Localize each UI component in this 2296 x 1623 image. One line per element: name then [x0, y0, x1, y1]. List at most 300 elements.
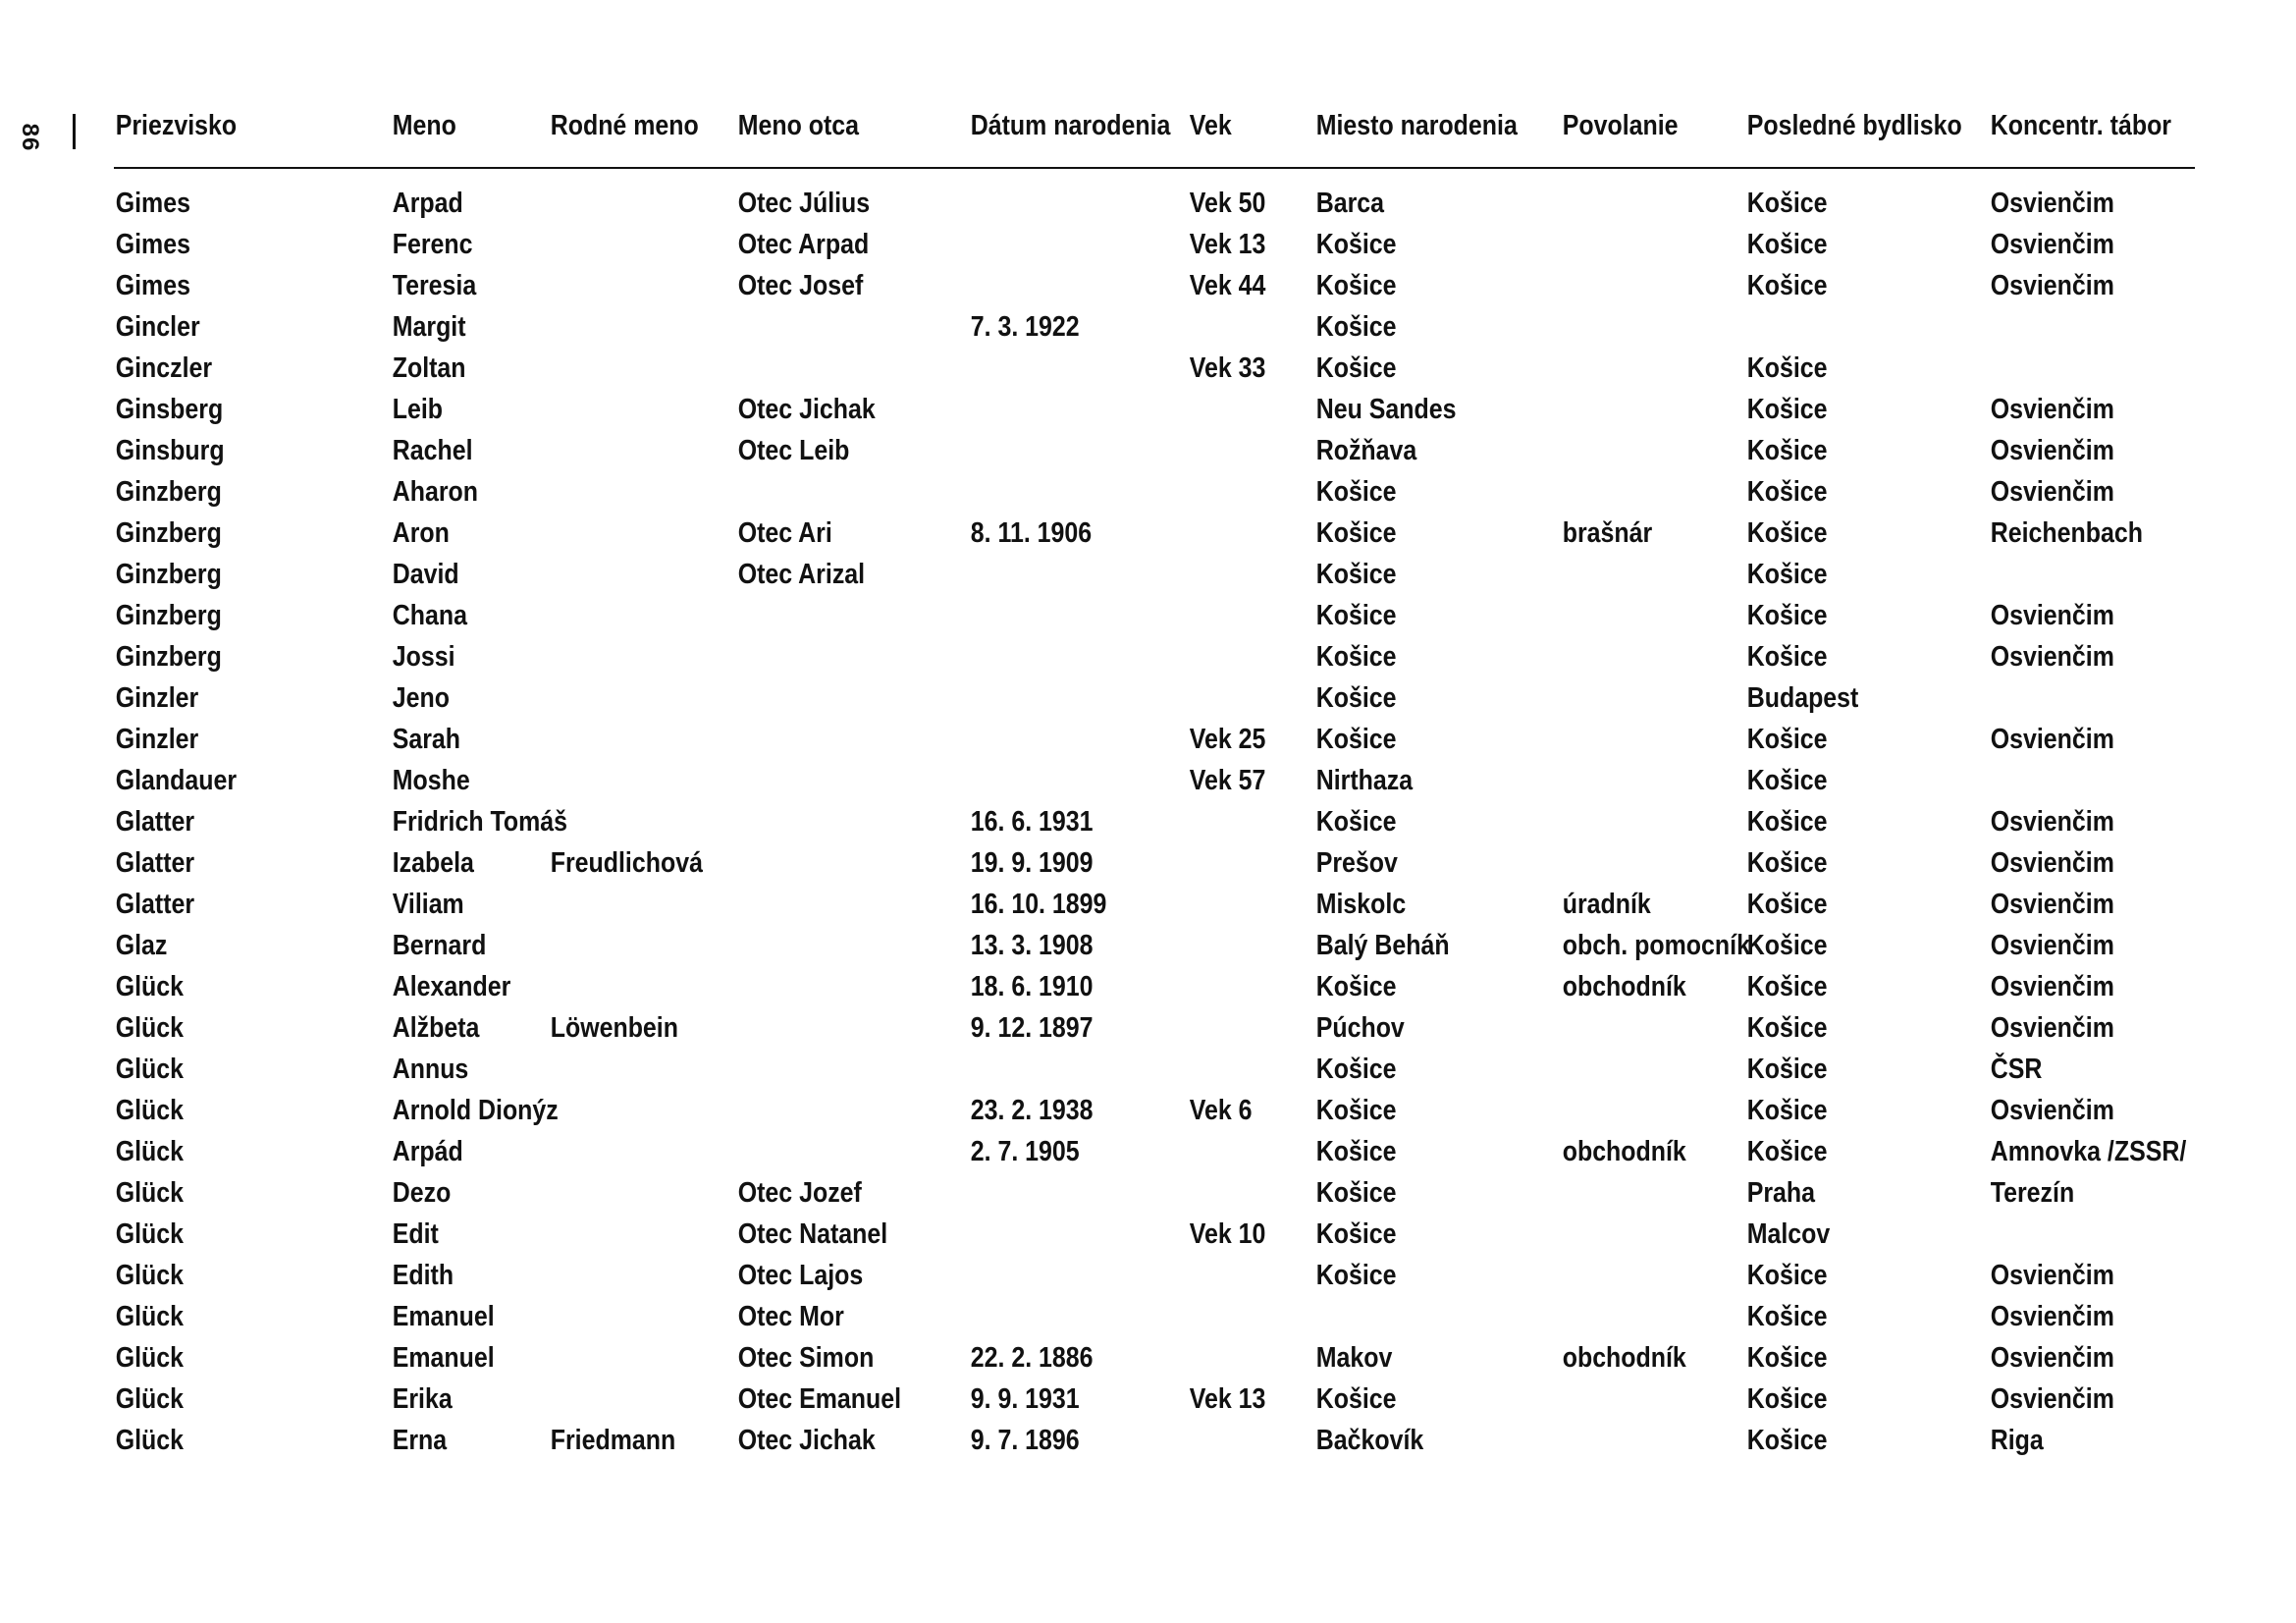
cell-age	[1188, 677, 1297, 719]
cell-camp: Osvienčim	[1990, 270, 2114, 301]
cell-birthplace: Košice	[1315, 1095, 1397, 1126]
cell-first-name: Fridrich Tomáš	[392, 806, 568, 838]
cell-surname: Glatter	[115, 889, 195, 920]
cell-maiden-name	[549, 430, 710, 471]
cell-first-name: Arpád	[392, 1136, 463, 1167]
cell-father-name: Otec Josef	[737, 270, 864, 301]
cell-maiden-name	[549, 966, 710, 1007]
cell-maiden-name	[549, 636, 710, 677]
column-header-birthplace: Miesto narodenia	[1314, 106, 1526, 168]
cell-maiden-name	[549, 168, 710, 224]
cell-birth-date	[969, 348, 1157, 389]
cell-first-name: Erna	[392, 1425, 448, 1456]
cell-last-residence: Košice	[1746, 889, 1828, 920]
cell-first-name: Alžbeta	[392, 1012, 480, 1044]
cell-camp: ČSR	[1990, 1054, 2043, 1085]
cell-birth-date: 19. 9. 1909	[970, 847, 1094, 879]
column-header-occupation: Povolanie	[1561, 106, 1720, 168]
cell-camp: Osvienčim	[1990, 600, 2114, 631]
cell-birthplace	[1314, 1296, 1526, 1337]
cell-surname: Gimes	[115, 229, 190, 260]
cell-age: Vek 6	[1189, 1095, 1253, 1126]
cell-last-residence: Košice	[1746, 641, 1828, 673]
table-row	[114, 1255, 2195, 1296]
cell-first-name: Dezo	[392, 1177, 452, 1209]
cell-maiden-name	[549, 760, 710, 801]
cell-birth-date: 22. 2. 1886	[970, 1342, 1094, 1374]
cell-maiden-name	[549, 1255, 710, 1296]
cell-occupation	[1561, 1379, 1720, 1420]
cell-last-residence: Košice	[1746, 352, 1828, 384]
cell-last-residence: Košice	[1746, 1136, 1828, 1167]
cell-camp: Osvienčim	[1990, 889, 2114, 920]
cell-birthplace: Košice	[1315, 806, 1397, 838]
cell-surname: Glück	[115, 1301, 185, 1332]
cell-father-name: Otec Ari	[737, 517, 832, 549]
cell-birthplace: Prešov	[1315, 847, 1398, 879]
cell-occupation	[1561, 389, 1720, 430]
cell-first-name: Alexander	[392, 971, 511, 1002]
cell-birthplace: Košice	[1315, 1136, 1397, 1167]
cell-first-name: Arpad	[392, 188, 463, 219]
cell-camp: Osvienčim	[1990, 1012, 2114, 1044]
table-row	[114, 595, 2195, 636]
cell-age: Vek 25	[1189, 724, 1266, 755]
cell-last-residence: Košice	[1746, 724, 1828, 755]
column-header-birth-date: Dátum narodenia	[969, 106, 1157, 168]
cell-age	[1188, 801, 1297, 842]
cell-father-name	[736, 719, 936, 760]
cell-age: Vek 10	[1189, 1218, 1266, 1250]
cell-age	[1188, 842, 1297, 884]
cell-maiden-name	[549, 884, 710, 925]
cell-occupation: brašnár	[1562, 517, 1653, 549]
cell-camp: Amnovka /ZSSR/	[1990, 1136, 2187, 1167]
cell-occupation	[1561, 1255, 1720, 1296]
cell-birthplace: Bačkovík	[1315, 1425, 1424, 1456]
cell-birthplace: Košice	[1315, 971, 1397, 1002]
cell-maiden-name	[549, 1379, 710, 1420]
cell-last-residence: Košice	[1746, 930, 1828, 961]
cell-last-residence: Košice	[1746, 394, 1828, 425]
cell-last-residence: Košice	[1746, 1301, 1828, 1332]
cell-maiden-name	[549, 1337, 710, 1379]
cell-father-name: Otec Július	[737, 188, 871, 219]
cell-maiden-name	[549, 677, 710, 719]
cell-birth-date	[969, 265, 1157, 306]
cell-surname: Glück	[115, 971, 185, 1002]
cell-birthplace: Balý Beháň	[1315, 930, 1450, 961]
cell-birthplace: Košice	[1315, 1383, 1397, 1415]
cell-age	[1188, 925, 1297, 966]
cell-surname: Glück	[115, 1012, 185, 1044]
cell-occupation	[1561, 554, 1720, 595]
cell-camp: Osvienčim	[1990, 930, 2114, 961]
cell-first-name: Aron	[392, 517, 450, 549]
cell-maiden-name	[549, 1296, 710, 1337]
cell-surname: Ginczler	[115, 352, 213, 384]
cell-first-name: Jossi	[392, 641, 455, 673]
cell-camp: Osvienčim	[1990, 188, 2114, 219]
cell-age	[1188, 513, 1297, 554]
cell-father-name	[736, 471, 936, 513]
cell-camp: Osvienčim	[1990, 1342, 2114, 1374]
cell-occupation	[1561, 1214, 1720, 1255]
cell-last-residence: Košice	[1746, 971, 1828, 1002]
cell-camp	[1989, 1214, 2166, 1255]
cell-birth-date: 16. 6. 1931	[970, 806, 1094, 838]
table-row	[114, 1049, 2195, 1090]
column-header-surname: Priezvisko	[114, 106, 352, 168]
cell-birthplace: Rožňava	[1315, 435, 1417, 466]
cell-occupation	[1561, 801, 1720, 842]
cell-occupation	[1561, 1049, 1720, 1090]
cell-last-residence: Košice	[1746, 1095, 1828, 1126]
cell-first-name: Emanuel	[392, 1342, 495, 1374]
cell-age	[1188, 554, 1297, 595]
cell-last-residence: Košice	[1746, 1012, 1828, 1044]
cell-last-residence: Košice	[1746, 1260, 1828, 1291]
cell-occupation: úradník	[1562, 889, 1651, 920]
cell-surname: Ginzberg	[115, 476, 222, 508]
cell-father-name: Otec Simon	[737, 1342, 875, 1374]
cell-first-name: Emanuel	[392, 1301, 495, 1332]
cell-birth-date: 23. 2. 1938	[970, 1095, 1094, 1126]
cell-maiden-name: Friedmann	[550, 1425, 676, 1456]
cell-camp: Osvienčim	[1990, 1260, 2114, 1291]
cell-camp	[1989, 677, 2166, 719]
cell-camp	[1989, 554, 2166, 595]
cell-birthplace: Košice	[1315, 311, 1397, 343]
cell-maiden-name	[549, 801, 710, 842]
table-row	[114, 1090, 2195, 1131]
cell-father-name	[736, 925, 936, 966]
cell-occupation	[1561, 595, 1720, 636]
cell-surname: Glück	[115, 1260, 185, 1291]
cell-occupation	[1561, 636, 1720, 677]
cell-age: Vek 13	[1189, 229, 1266, 260]
cell-birthplace: Barca	[1315, 188, 1385, 219]
cell-last-residence: Košice	[1746, 765, 1828, 796]
cell-camp: Osvienčim	[1990, 476, 2114, 508]
cell-occupation	[1561, 1090, 1720, 1131]
cell-maiden-name	[549, 595, 710, 636]
table-row	[114, 842, 2195, 884]
cell-camp: Osvienčim	[1990, 724, 2114, 755]
cell-maiden-name	[549, 265, 710, 306]
cell-occupation	[1561, 430, 1720, 471]
cell-birth-date: 8. 11. 1906	[970, 517, 1093, 549]
cell-father-name: Otec Natanel	[737, 1218, 888, 1250]
table-row	[114, 513, 2195, 554]
cell-first-name: Edit	[392, 1218, 439, 1250]
cell-occupation: obchodník	[1562, 1136, 1686, 1167]
cell-birth-date: 16. 10. 1899	[970, 889, 1107, 920]
cell-birth-date	[969, 677, 1157, 719]
cell-last-residence: Budapest	[1746, 682, 1859, 714]
cell-birth-date	[969, 760, 1157, 801]
cell-surname: Glück	[115, 1177, 185, 1209]
cell-occupation	[1561, 719, 1720, 760]
cell-maiden-name	[549, 306, 710, 348]
cell-surname: Ginzberg	[115, 600, 222, 631]
cell-birth-date: 2. 7. 1905	[970, 1136, 1080, 1167]
cell-age	[1188, 389, 1297, 430]
cell-father-name: Otec Jichak	[737, 1425, 876, 1456]
cell-father-name	[736, 595, 936, 636]
table-row	[114, 966, 2195, 1007]
cell-maiden-name	[549, 1172, 710, 1214]
cell-first-name: Leib	[392, 394, 443, 425]
cell-camp: Riga	[1990, 1425, 2044, 1456]
cell-camp: Osvienčim	[1990, 229, 2114, 260]
cell-last-residence: Košice	[1746, 559, 1828, 590]
column-header-first-name: Meno	[391, 106, 526, 168]
cell-maiden-name: Löwenbein	[550, 1012, 678, 1044]
table-row	[114, 1337, 2195, 1379]
cell-birth-date: 9. 9. 1931	[970, 1383, 1080, 1415]
cell-father-name: Otec Arpad	[737, 229, 870, 260]
cell-birth-date	[969, 1049, 1157, 1090]
cell-age	[1188, 1007, 1297, 1049]
cell-occupation	[1561, 306, 1720, 348]
table-row	[114, 719, 2195, 760]
cell-first-name: Edith	[392, 1260, 454, 1291]
cell-birth-date	[969, 1255, 1157, 1296]
cell-maiden-name	[549, 471, 710, 513]
cell-birth-date	[969, 1172, 1157, 1214]
cell-age: Vek 13	[1189, 1383, 1266, 1415]
cell-last-residence: Košice	[1746, 229, 1828, 260]
cell-surname: Glück	[115, 1095, 185, 1126]
cell-maiden-name	[549, 1131, 710, 1172]
cell-birthplace: Košice	[1315, 1054, 1397, 1085]
cell-age	[1188, 1049, 1297, 1090]
cell-camp: Osvienčim	[1990, 847, 2114, 879]
cell-birth-date	[969, 168, 1157, 224]
cell-surname: Gimes	[115, 188, 190, 219]
cell-age	[1188, 595, 1297, 636]
cell-birthplace: Košice	[1315, 724, 1397, 755]
cell-surname: Ginzler	[115, 724, 199, 755]
cell-maiden-name	[549, 348, 710, 389]
table-row	[114, 554, 2195, 595]
cell-last-residence: Košice	[1746, 435, 1828, 466]
cell-surname: Ginsburg	[115, 435, 225, 466]
cell-occupation: obchodník	[1562, 1342, 1686, 1374]
cell-father-name	[736, 1049, 936, 1090]
table-row	[114, 1214, 2195, 1255]
table-row	[114, 265, 2195, 306]
cell-camp: Osvienčim	[1990, 1383, 2114, 1415]
cell-occupation	[1561, 1420, 1720, 1461]
cell-birthplace: Košice	[1315, 352, 1397, 384]
cell-father-name: Otec Emanuel	[737, 1383, 902, 1415]
cell-birth-date	[969, 389, 1157, 430]
cell-occupation	[1561, 168, 1720, 224]
cell-maiden-name	[549, 719, 710, 760]
cell-father-name	[736, 842, 936, 884]
cell-last-residence: Košice	[1746, 1054, 1828, 1085]
cell-last-residence: Košice	[1746, 806, 1828, 838]
cell-birth-date: 13. 3. 1908	[970, 930, 1094, 961]
cell-last-residence: Malcov	[1746, 1218, 1831, 1250]
cell-first-name: Zoltan	[392, 352, 466, 384]
cell-last-residence: Košice	[1746, 600, 1828, 631]
cell-occupation	[1561, 760, 1720, 801]
cell-camp: Reichenbach	[1990, 517, 2143, 549]
cell-birth-date	[969, 554, 1157, 595]
cell-maiden-name	[549, 554, 710, 595]
cell-surname: Ginsberg	[115, 394, 224, 425]
cell-birthplace: Košice	[1315, 517, 1397, 549]
cell-father-name: Otec Jozef	[737, 1177, 862, 1209]
cell-first-name: Chana	[392, 600, 467, 631]
table-row	[114, 801, 2195, 842]
cell-maiden-name	[549, 513, 710, 554]
table-row	[114, 925, 2195, 966]
cell-last-residence: Košice	[1746, 847, 1828, 879]
cell-first-name: Jeno	[392, 682, 450, 714]
cell-camp	[1989, 306, 2166, 348]
cell-father-name	[736, 966, 936, 1007]
table-row	[114, 1379, 2195, 1420]
cell-birth-date	[969, 595, 1157, 636]
table-row	[114, 1296, 2195, 1337]
cell-age	[1188, 1337, 1297, 1379]
cell-father-name: Otec Lajos	[737, 1260, 864, 1291]
cell-first-name: Arnold Dionýz	[392, 1095, 559, 1126]
cell-last-residence: Košice	[1746, 476, 1828, 508]
cell-father-name	[736, 636, 936, 677]
cell-last-residence: Praha	[1746, 1177, 1816, 1209]
cell-birth-date	[969, 224, 1157, 265]
cell-father-name: Otec Jichak	[737, 394, 876, 425]
cell-father-name	[736, 1090, 936, 1131]
table-row	[114, 1172, 2195, 1214]
cell-age	[1188, 306, 1297, 348]
cell-last-residence: Košice	[1746, 1342, 1828, 1374]
cell-birthplace: Makov	[1315, 1342, 1393, 1374]
cell-birth-date	[969, 1214, 1157, 1255]
cell-surname: Glück	[115, 1383, 185, 1415]
cell-birthplace: Košice	[1315, 1218, 1397, 1250]
cell-birthplace: Košice	[1315, 682, 1397, 714]
table-row	[114, 636, 2195, 677]
cell-maiden-name	[549, 1090, 710, 1131]
cell-occupation: obch. pomocník	[1562, 930, 1750, 961]
cell-camp: Osvienčim	[1990, 806, 2114, 838]
cell-age	[1188, 430, 1297, 471]
cell-surname: Glück	[115, 1136, 185, 1167]
cell-surname: Glück	[115, 1218, 185, 1250]
cell-camp: Osvienčim	[1990, 1301, 2114, 1332]
cell-age	[1188, 1296, 1297, 1337]
cell-age: Vek 33	[1189, 352, 1266, 384]
table-row	[114, 1420, 2195, 1461]
cell-first-name: Viliam	[392, 889, 464, 920]
cell-birthplace: Nirthaza	[1315, 765, 1414, 796]
cell-surname: Gincler	[115, 311, 200, 343]
cell-birthplace: Košice	[1315, 1260, 1397, 1291]
cell-camp	[1989, 760, 2166, 801]
cell-surname: Glatter	[115, 847, 195, 879]
cell-father-name	[736, 306, 936, 348]
cell-birth-date: 7. 3. 1922	[970, 311, 1080, 343]
cell-first-name: Bernard	[392, 930, 487, 961]
cell-camp: Osvienčim	[1990, 1095, 2114, 1126]
cell-occupation	[1561, 348, 1720, 389]
cell-first-name: Margit	[392, 311, 466, 343]
cell-camp	[1989, 348, 2166, 389]
cell-surname: Ginzberg	[115, 559, 222, 590]
cell-maiden-name: Freudlichová	[550, 847, 703, 879]
cell-father-name	[736, 760, 936, 801]
cell-surname: Glück	[115, 1425, 185, 1456]
cell-father-name	[736, 884, 936, 925]
cell-age	[1188, 1420, 1297, 1461]
table-header-row	[114, 106, 2195, 168]
cell-occupation	[1561, 1172, 1720, 1214]
table-row	[114, 306, 2195, 348]
cell-first-name: Sarah	[392, 724, 461, 755]
cell-surname: Ginzler	[115, 682, 199, 714]
cell-camp: Osvienčim	[1990, 971, 2114, 1002]
cell-camp: Osvienčim	[1990, 435, 2114, 466]
cell-birthplace: Košice	[1315, 641, 1397, 673]
table-row	[114, 224, 2195, 265]
cell-surname: Gimes	[115, 270, 190, 301]
cell-last-residence: Košice	[1746, 1383, 1828, 1415]
cell-camp: Terezín	[1990, 1177, 2075, 1209]
cell-father-name: Otec Mor	[737, 1301, 844, 1332]
cell-birth-date	[969, 430, 1157, 471]
cell-first-name: Izabela	[392, 847, 474, 879]
table-row	[114, 1131, 2195, 1172]
cell-maiden-name	[549, 389, 710, 430]
cell-first-name: Annus	[392, 1054, 469, 1085]
cell-birthplace: Miskolc	[1315, 889, 1407, 920]
cell-first-name: Erika	[392, 1383, 453, 1415]
cell-father-name	[736, 1131, 936, 1172]
cell-first-name: Teresia	[392, 270, 477, 301]
cell-last-residence: Košice	[1746, 188, 1828, 219]
column-header-camp: Koncentr. tábor	[1989, 106, 2166, 168]
cell-maiden-name	[549, 224, 710, 265]
cell-first-name: Aharon	[392, 476, 479, 508]
table-row	[114, 389, 2195, 430]
cell-camp: Osvienčim	[1990, 641, 2114, 673]
cell-maiden-name	[549, 1214, 710, 1255]
cell-surname: Glück	[115, 1342, 185, 1374]
cell-birth-date	[969, 719, 1157, 760]
table-row	[114, 760, 2195, 801]
cell-surname: Ginzberg	[115, 641, 222, 673]
table-row	[114, 677, 2195, 719]
cell-last-residence: Košice	[1746, 1425, 1828, 1456]
cell-first-name: David	[392, 559, 459, 590]
cell-birthplace: Košice	[1315, 476, 1397, 508]
cell-surname: Ginzberg	[115, 517, 222, 549]
cell-birthplace: Košice	[1315, 559, 1397, 590]
cell-father-name	[736, 801, 936, 842]
cell-last-residence	[1745, 306, 1954, 348]
cell-maiden-name	[549, 1049, 710, 1090]
cell-first-name: Ferenc	[392, 229, 473, 260]
cell-birthplace: Neu Sandes	[1315, 394, 1457, 425]
table-row	[114, 348, 2195, 389]
cell-occupation	[1561, 265, 1720, 306]
